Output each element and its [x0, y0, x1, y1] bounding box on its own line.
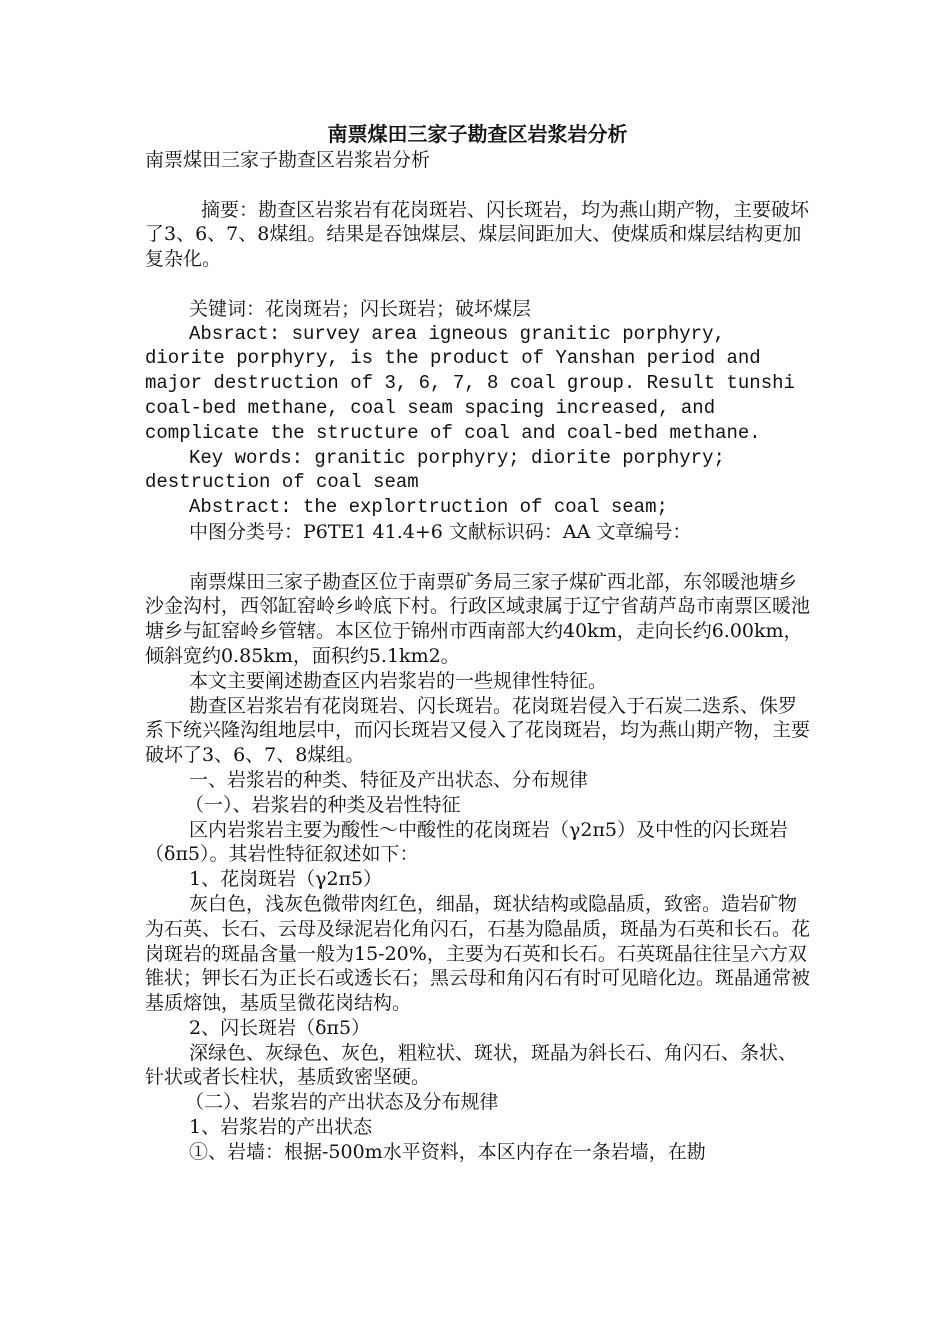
keywords-chinese: 关键词：花岗斑岩；闪长斑岩；破坏煤层	[189, 297, 532, 320]
paragraph-location: 南票煤田三家子勘查区位于南票矿务局三家子煤矿西北部，东邻暖池塘乡沙金沟村，西邻缸窑岭乡岭底下村。行政区域隶属于辽宁省葫芦岛市南票区暖池塘乡与缸窑岭乡管辖。本区位于锦州市西南部大约40km，走向长约6.00km，倾斜宽约0.85km，面积约5.1km2。	[145, 570, 811, 667]
keywords-english: Key words: granitic porphyry; diorite porphyry; destruction of coal seam	[145, 446, 725, 494]
abstract-english: Absract: survey area igneous granitic porphyry, diorite porphyry, is the product of Yanshan period and major destruction of 3, 6, 7, 8 coal group. Result tunshi coal-bed methane, coal seam spacing increased, and complicate the structure of coal and coal-bed methane.	[145, 322, 795, 444]
classification-line: 中图分类号：P6TE1 41.4+6 文献标识码：AA 文章编号：	[189, 520, 692, 543]
spacer	[145, 173, 810, 198]
section-heading-1: 一、岩浆岩的种类、特征及产出状态、分布规律	[189, 768, 589, 791]
subsection-heading-1-2: （二）、岩浆岩的产出状态及分布规律	[185, 1091, 499, 1114]
paragraph-intro: 勘查区岩浆岩有花岗斑岩、闪长斑岩。花岗斑岩侵入于石炭二迭系、侏罗系下统兴隆沟组地层中，而闪长斑岩又侵入了花岗斑岩，均为燕山期产物，主要破坏了3、6、7、8煤组。	[145, 694, 811, 767]
heading-granite-porphyry: 1、花岗斑岩（γ2π5）	[189, 868, 383, 891]
paragraph-diorite-porphyry: 深绿色、灰绿色、灰色，粗粒状、斑状，斑晶为斜长石、角闪石、条状、针状或者长柱状，基质致密坚硬。	[145, 1041, 798, 1089]
abstract-chinese: 摘要：勘查区岩浆岩有花岗斑岩、闪长斑岩，均为燕山期产物，主要破坏了3、6、7、8煤组。结果是吞蚀煤层、煤层间距加大、使煤质和煤层结构更加复杂化。	[145, 198, 810, 271]
paragraph-types: 区内岩浆岩主要为酸性～中酸性的花岗斑岩（γ2π5）及中性的闪长斑岩（δπ5）。其岩性特征叙述如下：	[145, 818, 789, 866]
heading-diorite-porphyry: 2、闪长斑岩（δπ5）	[189, 1016, 371, 1039]
spacer	[145, 545, 810, 570]
paragraph-dike: ①、岩墙：根据-500m水平资料，本区内存在一条岩墙，在勘	[189, 1140, 706, 1163]
heading-occurrence: 1、岩浆岩的产出状态	[189, 1116, 373, 1139]
paragraph-purpose: 本文主要阐述勘查区内岩浆岩的一些规律性特征。	[189, 669, 608, 692]
subsection-heading-1-1: （一）、岩浆岩的种类及岩性特征	[185, 793, 461, 816]
abstract-english-2: Abstract: the explortruction of coal seam;	[189, 496, 668, 519]
document-subtitle: 南票煤田三家子勘查区岩浆岩分析	[145, 149, 431, 171]
spacer	[145, 272, 810, 297]
paragraph-granite-porphyry: 灰白色，浅灰色微带肉红色，细晶，斑状结构或隐晶质，致密。造岩矿物为石英、长石、云母及绿泥岩化角闪石，石基为隐晶质，斑晶为石英和长石。花岗斑岩的斑晶含量一般为15-20%，主要为石英和长石。石英斑晶往往呈六方双锥状；钾长石为正长石或透长石；黑云母和角闪石有时可见暗化边。斑晶通常被基质熔蚀，基质呈微花岗结构。	[145, 892, 811, 1015]
document-page	[145, 120, 810, 1165]
document-title: 南票煤田三家子勘查区岩浆岩分析	[327, 122, 628, 146]
